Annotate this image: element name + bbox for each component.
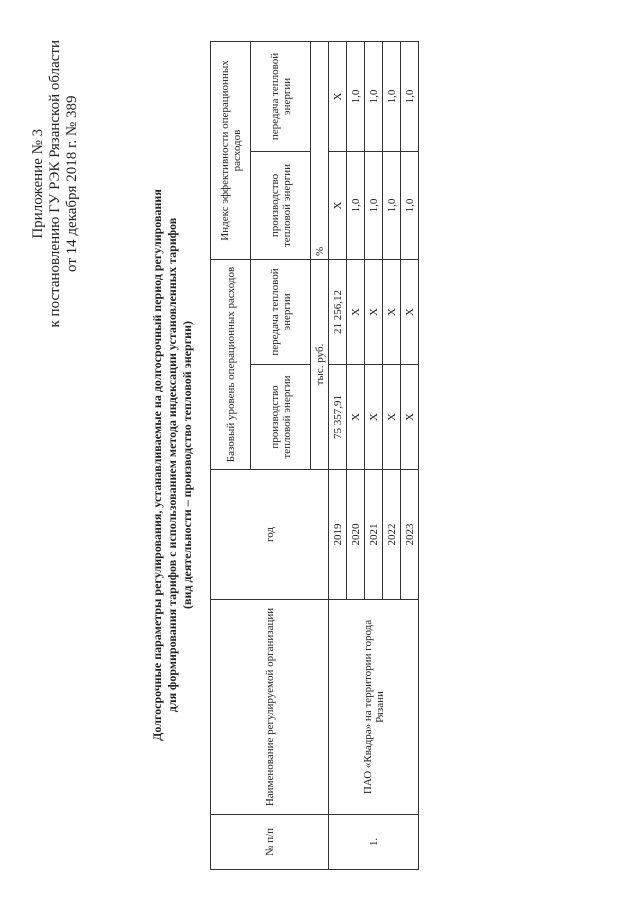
heading-line-1: Долгосрочные параметры регулирования, устанавливаемые на долгосрочный период регулирования [150, 189, 164, 741]
heading-line-2: для формирования тарифов с использованием метода индексации установленных тарифов [165, 217, 179, 713]
index-production-cell: 1,0 [347, 151, 365, 259]
index-transmission-cell: 1,0 [365, 41, 383, 151]
index-production-cell: X [329, 151, 347, 259]
base-production-cell: X [365, 365, 383, 470]
header-num: № п/п [211, 815, 329, 870]
year-cell: 2019 [329, 470, 347, 600]
parameters-table [210, 41, 419, 870]
header-index-group: Индекс эффективности операционных расходов [211, 41, 251, 259]
year-cell: 2020 [347, 470, 365, 600]
table-row [329, 41, 347, 869]
base-transmission-cell: X [401, 259, 419, 364]
base-transmission-cell: X [365, 259, 383, 364]
header-org: Наименование регулируемой организации [211, 600, 329, 815]
base-production-cell: X [383, 365, 401, 470]
header-base-transmission: передача тепловой энергии [251, 259, 311, 364]
year-cell: 2021 [365, 470, 383, 600]
org-name: ПАО «Квадра» на территории города Рязани [329, 600, 419, 815]
header-year: год [211, 470, 329, 600]
base-transmission-cell: X [383, 259, 401, 364]
year-cell: 2023 [401, 470, 419, 600]
header-index-production: производство тепловой энергии [251, 151, 311, 259]
header-base-group: Базовый уровень операционных расходов [211, 259, 251, 469]
appendix-date: от 14 декабря 2018 г. № 389 [64, 95, 80, 272]
base-production-cell: X [401, 365, 419, 470]
year-cell: 2022 [383, 470, 401, 600]
appendix-note [30, 40, 81, 327]
index-transmission-cell: 1,0 [347, 41, 365, 151]
base-production-cell: X [347, 365, 365, 470]
index-transmission-cell: 1,0 [401, 41, 419, 151]
index-transmission-cell: 1,0 [383, 41, 401, 151]
appendix-resolution: к постановлению ГУ РЭК Рязанской области [47, 40, 63, 328]
header-index-transmission: передача тепловой энергии [251, 41, 311, 151]
header-base-production: производство тепловой энергии [251, 365, 311, 470]
index-production-cell: 1,0 [383, 151, 401, 259]
appendix-number: Приложение № 3 [30, 128, 46, 239]
unit-base: тыс. руб. [311, 259, 329, 469]
table-header-row [211, 41, 251, 869]
index-production-cell: 1,0 [365, 151, 383, 259]
unit-index: % [311, 41, 329, 259]
base-transmission-cell: X [347, 259, 365, 364]
base-transmission-cell: 21 256,12 [329, 259, 347, 364]
index-transmission-cell: X [329, 41, 347, 151]
org-number: 1. [329, 815, 419, 870]
heading-line-3: (вид деятельности – производство тепловой энергии) [180, 320, 194, 610]
base-production-cell: 75 357,91 [329, 365, 347, 470]
index-production-cell: 1,0 [401, 151, 419, 259]
document-heading [150, 85, 195, 845]
